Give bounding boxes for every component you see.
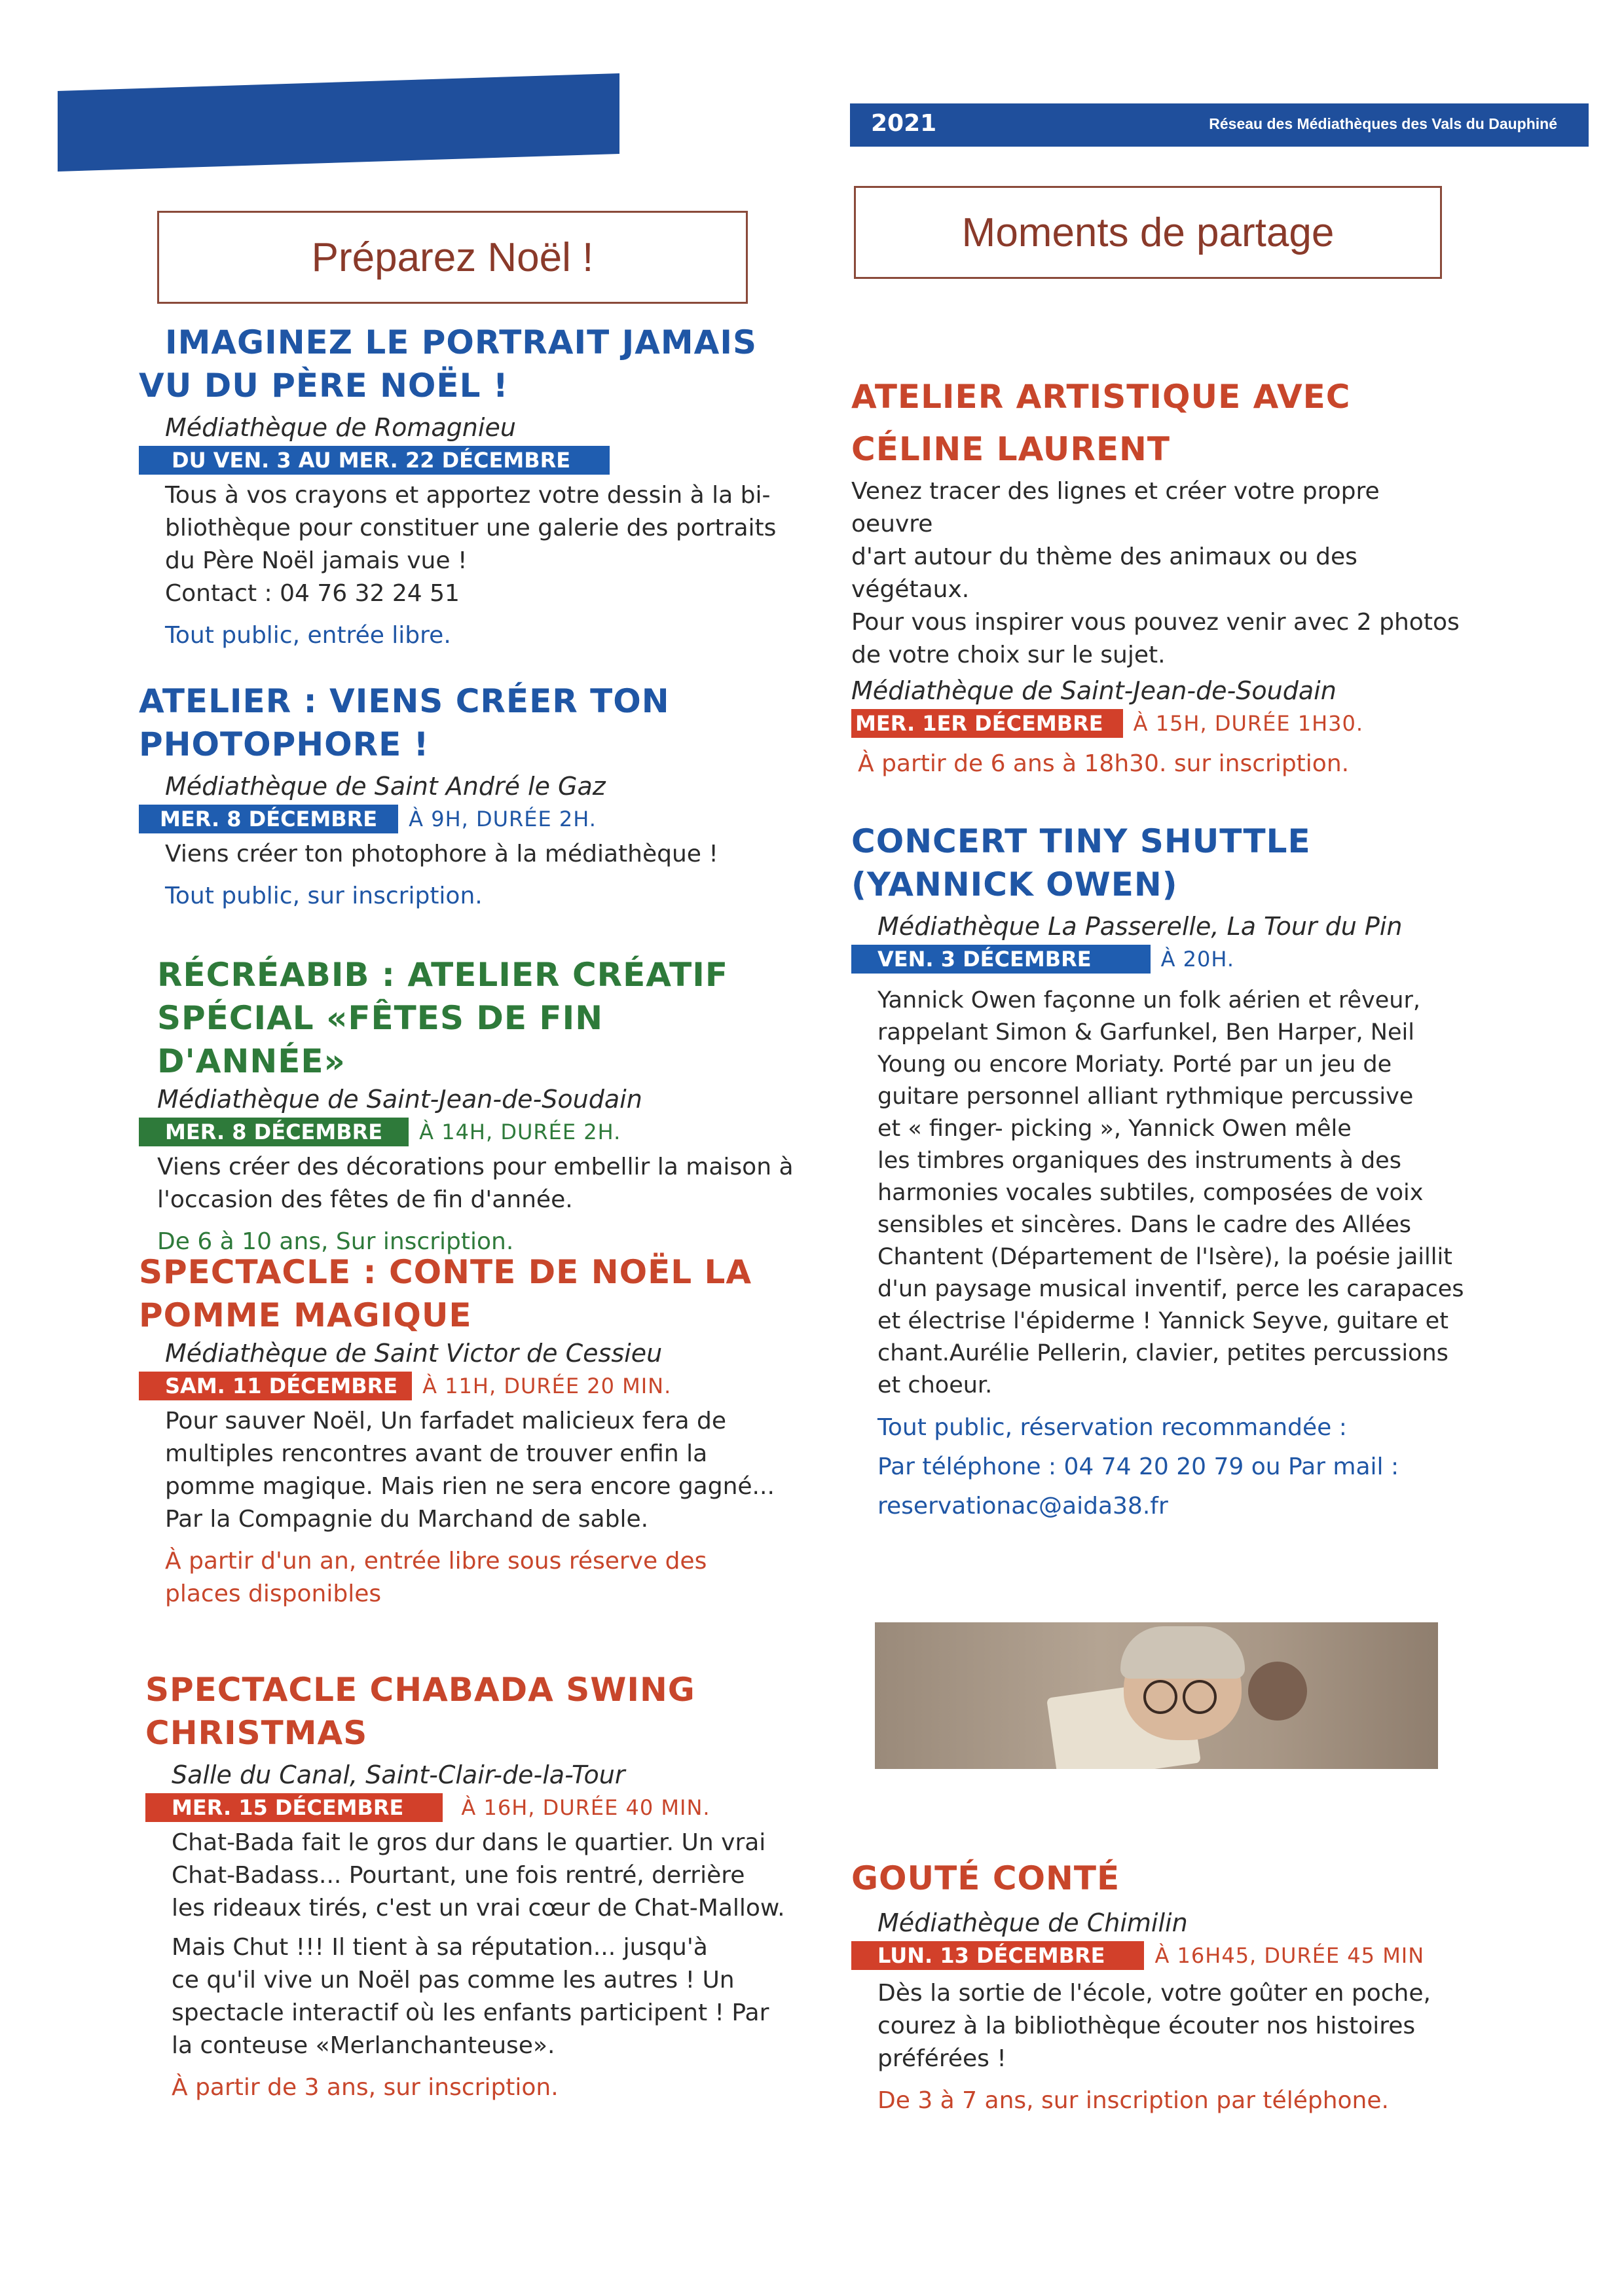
event-recreabib	[139, 953, 794, 1258]
event-title-line: ATELIER ARTISTIQUE AVEC	[851, 378, 1351, 416]
desc-line: pomme magique. Mais rien ne sera encore gagné...	[165, 1473, 775, 1500]
event-atelier-artistique	[851, 371, 1467, 780]
event-audience	[851, 748, 1467, 780]
desc-line: les rideaux tirés, c'est un vrai cœur de Chat-Mallow.	[172, 1895, 785, 1922]
event-title-line: ATELIER : VIENS CRÉER TON	[139, 682, 670, 720]
date-badge: VEN. 3 DÉCEMBRE	[851, 945, 1151, 974]
teddy-bear-shape	[1248, 1662, 1307, 1721]
date-badge: MER. 8 DÉCEMBRE	[139, 1118, 409, 1146]
audience-line: reservationac@aida38.fr	[877, 1493, 1168, 1520]
baby-hat-shape	[1120, 1626, 1245, 1679]
desc-line: Chat-Badass... Pourtant, une fois rentré, derrière	[172, 1862, 745, 1889]
event-title-line: SPECTACLE CHABADA SWING	[145, 1671, 695, 1709]
audience-line: Tout public, sur inscription.	[165, 883, 483, 909]
event-date-row	[851, 1941, 1467, 1971]
header-banner-shape	[58, 73, 619, 172]
desc-line: chant.Aurélie Pellerin, clavier, petites percussions	[877, 1340, 1449, 1366]
event-venue: Médiathèque de Chimilin	[877, 1908, 1188, 1937]
event-description	[851, 475, 1467, 672]
desc-line: Viens créer des décorations pour embellir la maison à	[157, 1154, 794, 1180]
desc-line: la conteuse «Merlanchanteuse».	[172, 2032, 555, 2059]
date-extra: À 16H, DURÉE 40 MIN.	[461, 1795, 710, 1820]
event-date-row	[851, 944, 1467, 974]
event-title	[139, 321, 794, 407]
desc-line: Par la Compagnie du Marchand de sable.	[165, 1506, 649, 1533]
desc-line: multiples rencontres avant de trouver enfin la	[165, 1440, 708, 1467]
event-venue: Médiathèque de Saint-Jean-de-Soudain	[157, 1085, 642, 1114]
right-section-title-text: Moments de partage	[961, 210, 1335, 255]
desc-line: du Père Noël jamais vue !	[165, 547, 468, 574]
event-title-line: POMME MAGIQUE	[139, 1296, 472, 1334]
event-title	[851, 1857, 1467, 1900]
event-pomme-magique	[139, 1250, 794, 1611]
event-description	[139, 838, 794, 871]
desc-line: bliothèque pour constituer une galerie des portraits	[165, 515, 777, 541]
event-title-line: (YANNICK OWEN)	[851, 866, 1178, 903]
desc-line: spectacle interactif où les enfants participent ! Par	[172, 1999, 769, 2026]
event-description	[851, 1977, 1454, 2075]
left-section-title	[157, 211, 748, 304]
event-title	[851, 371, 1467, 475]
event-title	[139, 1250, 794, 1337]
date-badge: DU VEN. 3 AU MER. 22 DÉCEMBRE	[139, 446, 610, 475]
desc-line: guitare personnel alliant rythmique percussive	[877, 1084, 1414, 1110]
event-title-line: PHOTOPHORE !	[139, 725, 430, 763]
date-badge: SAM. 11 DÉCEMBRE	[139, 1372, 412, 1400]
event-title-line: CONCERT TINY SHUTTLE	[851, 822, 1311, 860]
desc-line: Mais Chut !!! Il tient à sa réputation... jusqu'à	[172, 1934, 708, 1961]
event-description	[139, 1151, 794, 1216]
event-title-line: IMAGINEZ LE PORTRAIT JAMAIS	[165, 323, 757, 361]
desc-line: préférées !	[877, 2045, 1006, 2072]
event-venue: Médiathèque de Saint André le Gaz	[165, 772, 606, 801]
event-audience	[145, 2071, 800, 2104]
event-description	[145, 1827, 800, 1925]
date-extra: À 15H, DURÉE 1H30.	[1133, 711, 1364, 736]
left-section-title-text: Préparez Noël !	[311, 234, 594, 280]
desc-line: Chantent (Département de l'Isère), la poésie jaillit	[877, 1244, 1452, 1270]
right-section-title	[854, 186, 1442, 279]
event-audience	[851, 2085, 1467, 2117]
event-title	[139, 680, 794, 766]
event-title	[139, 953, 794, 1083]
desc-line: Tous à vos crayons et apportez votre dessin à la bi-	[165, 482, 771, 509]
audience-line: places disponibles	[165, 1580, 382, 1607]
date-extra: À 9H, DURÉE 2H.	[409, 807, 597, 831]
event-concert-tiny-shuttle	[851, 820, 1467, 1526]
event-venue: Médiathèque La Passerelle, La Tour du Pin	[877, 912, 1403, 941]
header-network: Réseau des Médiathèques des Vals du Dauphiné	[1209, 115, 1557, 132]
desc-line: Viens créer ton photophore à la médiathèque !	[165, 841, 718, 867]
glasses-lens-icon	[1183, 1680, 1217, 1714]
desc-line: de votre choix sur le sujet.	[851, 642, 1166, 668]
date-badge: MER. 8 DÉCEMBRE	[139, 805, 398, 833]
date-extra: À 20H.	[1160, 947, 1235, 972]
audience-line: Tout public, entrée libre.	[165, 622, 451, 649]
date-extra: À 14H, DURÉE 2H.	[419, 1120, 621, 1144]
desc-line: courez à la bibliothèque écouter nos histoires	[877, 2013, 1416, 2039]
event-audience	[851, 1408, 1467, 1526]
event-date-row	[145, 1793, 800, 1823]
event-venue: Médiathèque de Saint Victor de Cessieu	[165, 1339, 663, 1368]
desc-line: Pour sauver Noël, Un farfadet malicieux fera de	[165, 1408, 727, 1434]
date-badge: LUN. 13 DÉCEMBRE	[851, 1941, 1144, 1970]
date-badge: MER. 1ER DÉCEMBRE	[851, 709, 1123, 738]
audience-line: À partir de 6 ans à 18h30. sur inscription.	[858, 750, 1350, 777]
event-date-row	[139, 1371, 794, 1401]
event-description	[139, 1405, 794, 1536]
event-portrait	[139, 321, 794, 652]
audience-line: Tout public, réservation recommandée :	[877, 1414, 1347, 1441]
desc-line: Chat-Bada fait le gros dur dans le quartier. Un vrai	[172, 1829, 766, 1856]
event-audience	[139, 619, 794, 652]
date-extra: À 11H, DURÉE 20 MIN.	[422, 1374, 672, 1398]
event-title-line: VU DU PÈRE NOËL !	[139, 367, 509, 405]
desc-line: Venez tracer des lignes et créer votre propre oeuvre	[851, 478, 1380, 538]
header-year: 2021	[871, 110, 937, 137]
event-audience	[139, 1545, 794, 1611]
glasses-lens-icon	[1143, 1680, 1177, 1714]
event-description	[851, 985, 1467, 1402]
desc-line: et choeur.	[877, 1372, 993, 1398]
desc-line: d'un paysage musical inventif, perce les carapaces	[877, 1276, 1464, 1302]
event-venue: Médiathèque de Saint-Jean-de-Soudain	[851, 676, 1337, 705]
desc-line: Contact : 04 76 32 24 51	[165, 580, 460, 607]
event-title-line: SPÉCIAL «FÊTES DE FIN D'ANNÉE»	[157, 999, 604, 1080]
event-title-line: CHRISTMAS	[145, 1714, 368, 1752]
desc-line: ce qu'il vive un Noël pas comme les autres ! Un	[172, 1967, 735, 1994]
event-date-row	[139, 445, 794, 475]
event-date-row	[851, 708, 1467, 738]
event-date-row	[139, 804, 794, 834]
desc-line: Young ou encore Moriaty. Porté par un jeu de	[877, 1051, 1392, 1078]
desc-line: sensibles et sincères. Dans le cadre des Allées	[877, 1212, 1411, 1238]
desc-line: l'occasion des fêtes de fin d'année.	[157, 1186, 573, 1213]
audience-line: À partir de 3 ans, sur inscription.	[172, 2074, 559, 2101]
event-venue: Salle du Canal, Saint-Clair-de-la-Tour	[172, 1760, 625, 1789]
event-goute-conte	[851, 1857, 1467, 2117]
event-title	[145, 1668, 800, 1755]
event-title	[851, 820, 1467, 906]
baby-with-glasses-photo	[875, 1622, 1438, 1769]
event-title-line: SPECTACLE : CONTE DE NOËL LA	[139, 1253, 752, 1291]
audience-line: Par téléphone : 04 74 20 20 79 ou Par mail :	[877, 1453, 1399, 1480]
event-photophore	[139, 680, 794, 913]
desc-line: harmonies vocales subtiles, composées de voix	[877, 1180, 1424, 1206]
event-venue: Médiathèque de Romagnieu	[165, 413, 516, 442]
event-chabada	[145, 1668, 800, 2104]
desc-line: Dès la sortie de l'école, votre goûter en poche,	[877, 1980, 1431, 2007]
desc-line: Yannick Owen façonne un folk aérien et rêveur,	[877, 987, 1420, 1013]
event-title-line: CÉLINE LAURENT	[851, 430, 1170, 468]
desc-line: et « finger- picking », Yannick Owen mêle	[877, 1116, 1352, 1142]
event-title-line: RÉCRÉABIB : ATELIER CRÉATIF	[157, 956, 728, 994]
desc-line: Pour vous inspirer vous pouvez venir avec 2 photos	[851, 609, 1460, 636]
header-bar	[850, 103, 1589, 147]
audience-line: De 3 à 7 ans, sur inscription par téléphone.	[877, 2087, 1389, 2114]
date-extra: À 16H45, DURÉE 45 MIN	[1154, 1943, 1425, 1968]
event-audience	[139, 880, 794, 913]
desc-line: d'art autour du thème des animaux ou des végétaux.	[851, 543, 1357, 603]
desc-line: les timbres organiques des instruments à des	[877, 1148, 1401, 1174]
event-title-line: GOUTÉ CONTÉ	[851, 1859, 1120, 1897]
event-date-row	[139, 1117, 794, 1147]
desc-line: et électrise l'épiderme ! Yannick Seyve, guitare et	[877, 1308, 1449, 1334]
event-description	[139, 479, 794, 610]
audience-line: De 6 à 10 ans, Sur inscription.	[157, 1228, 514, 1255]
audience-line: À partir d'un an, entrée libre sous réserve des	[165, 1548, 707, 1575]
date-badge: MER. 15 DÉCEMBRE	[145, 1793, 443, 1822]
desc-line: rappelant Simon & Garfunkel, Ben Harper, Neil	[877, 1019, 1414, 1046]
event-description	[145, 1931, 800, 2062]
